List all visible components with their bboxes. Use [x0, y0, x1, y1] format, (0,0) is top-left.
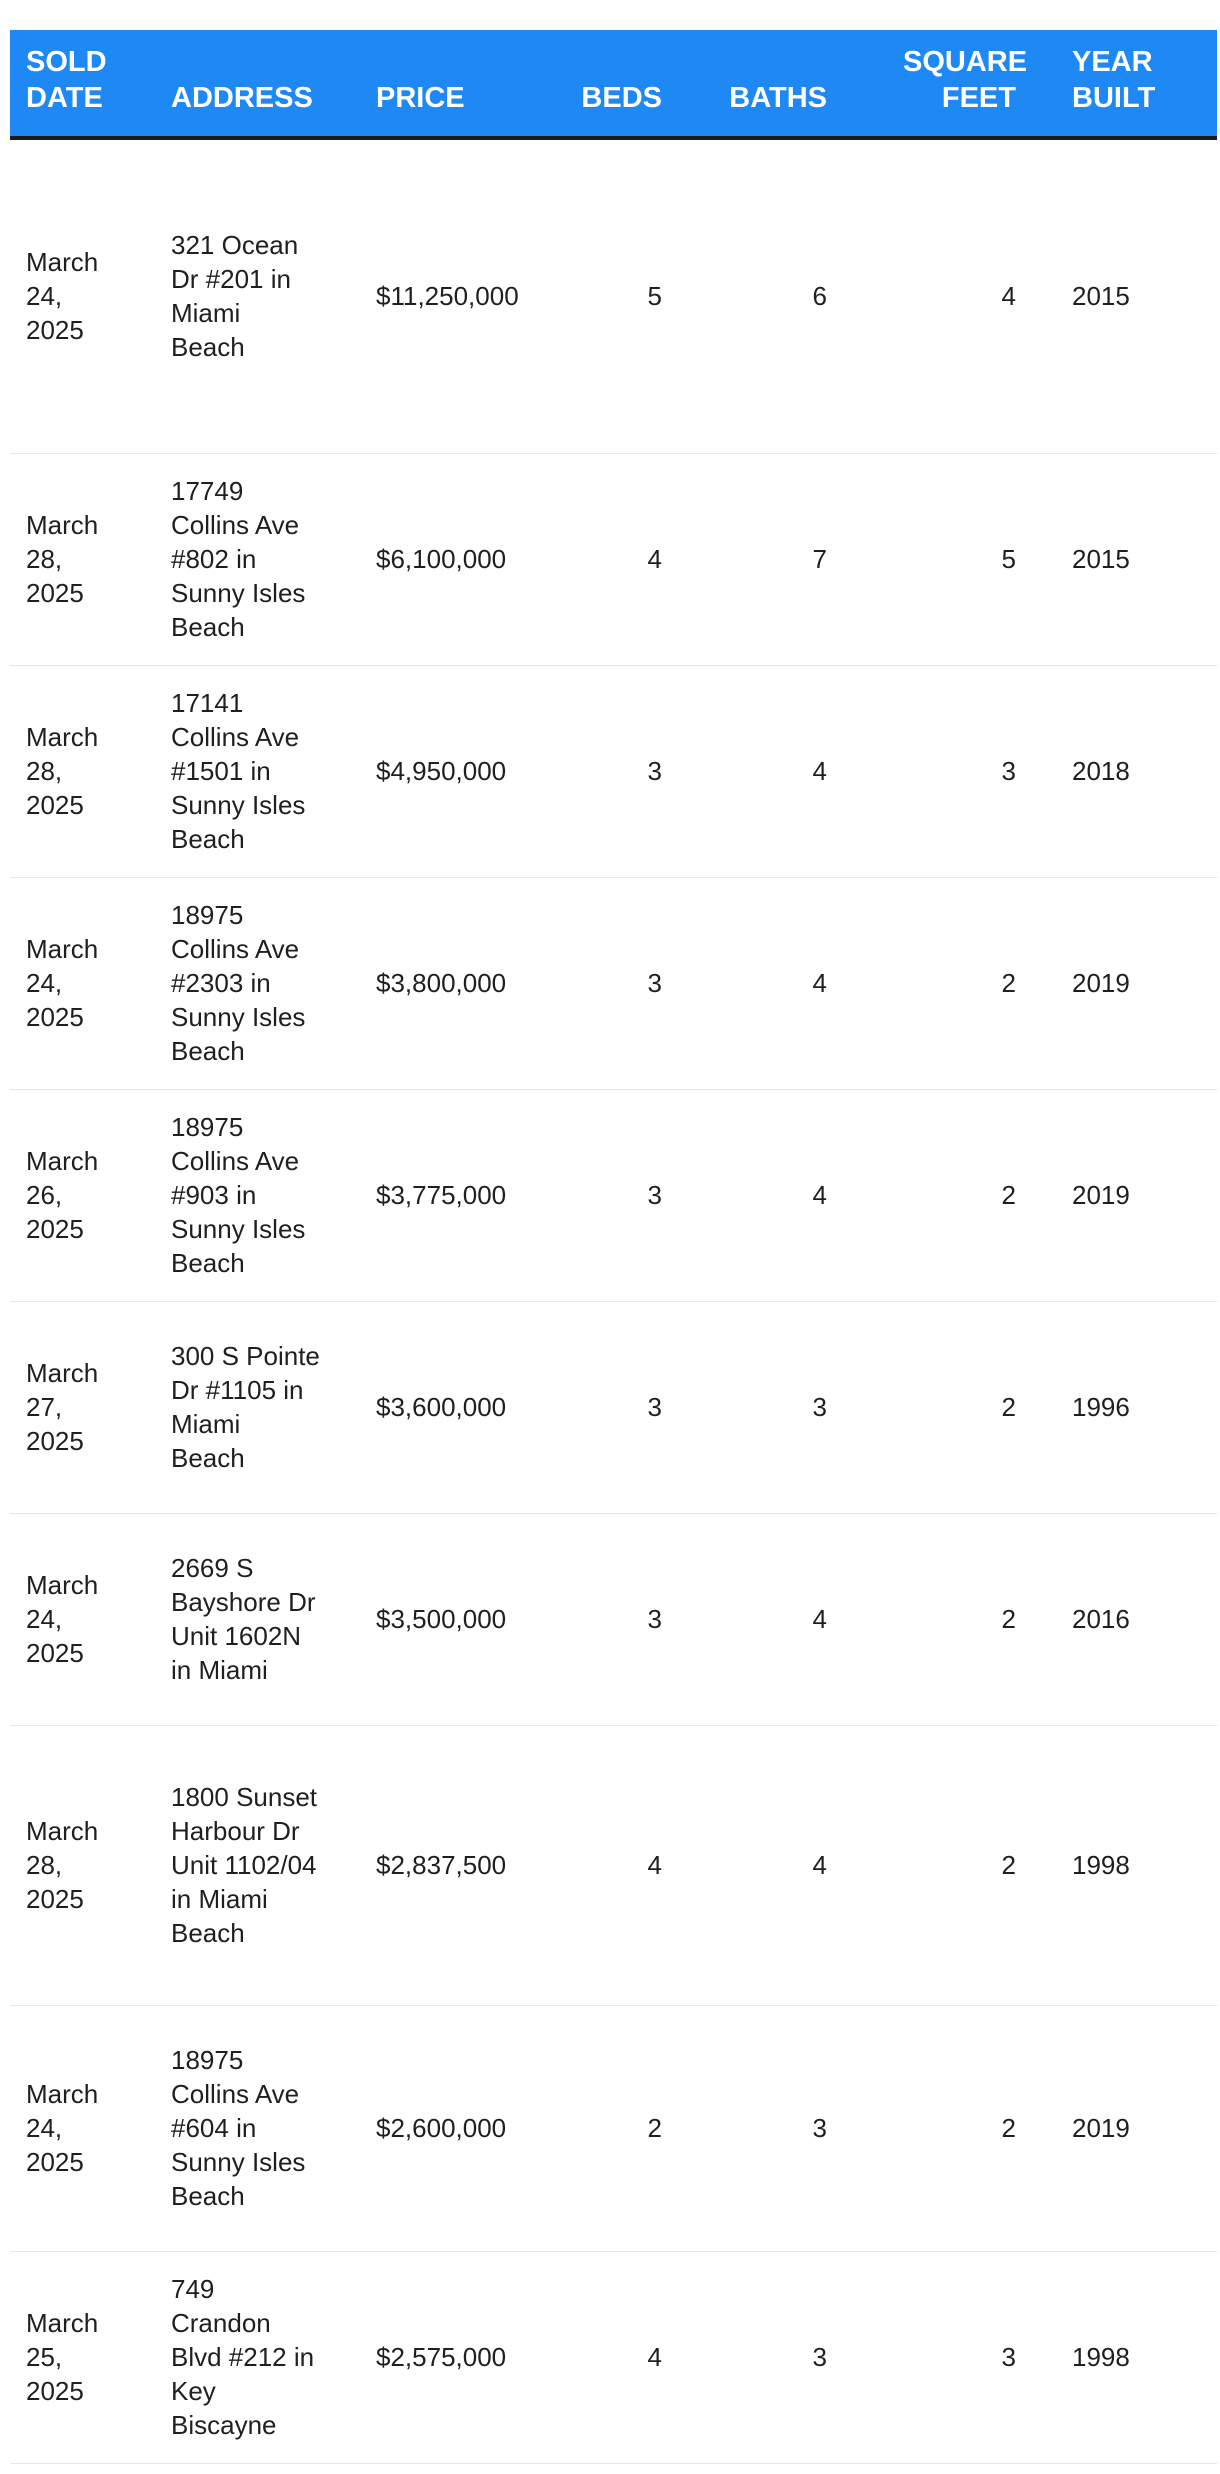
cell-address: [155, 1513, 360, 1725]
cell-baths: 3: [678, 2251, 843, 2463]
cell-beds: 3: [535, 877, 678, 1089]
table-row: [10, 2251, 1217, 2463]
cell-baths: 6: [678, 138, 843, 453]
cell-baths: 3: [678, 2005, 843, 2251]
cell-beds: 4: [535, 1725, 678, 2005]
cell-baths: 4: [678, 1089, 843, 1301]
cell-address: [155, 1725, 360, 2005]
cell-baths: 3: [678, 1301, 843, 1513]
cell-beds: 4: [535, 453, 678, 665]
cell-beds: 5: [535, 138, 678, 453]
sold-date-text: March 24, 2025: [26, 934, 99, 1032]
address-text: 17141 Collins Ave #1501 in Sunny Isles Beach: [171, 688, 306, 854]
cell-sold-date: [10, 1089, 155, 1301]
cell-year-built: 2015: [1032, 453, 1217, 665]
address-text: 321 Ocean Dr #201 in Miami Beach: [171, 230, 299, 363]
cell-beds: 3: [535, 1513, 678, 1725]
sold-date-text: March 25, 2025: [26, 2308, 99, 2406]
cell-address: [155, 665, 360, 877]
cell-beds: 3: [535, 1301, 678, 1513]
cell-beds: 3: [535, 1089, 678, 1301]
cell-price: $2,575,000: [360, 2251, 535, 2463]
cell-square-feet: 2: [843, 1513, 1032, 1725]
sold-date-text: March 28, 2025: [26, 510, 99, 608]
table-row: [10, 138, 1217, 453]
table-row: [10, 877, 1217, 1089]
cell-address: [155, 138, 360, 453]
cell-price: $4,950,000: [360, 665, 535, 877]
address-text: 18975 Collins Ave #604 in Sunny Isles Beach: [171, 2045, 306, 2211]
sold-date-text: March 27, 2025: [26, 1358, 99, 1456]
cell-price: $11,250,000: [360, 138, 535, 453]
cell-square-feet: 3: [843, 665, 1032, 877]
sold-date-text: March 28, 2025: [26, 722, 99, 820]
table-header: [10, 30, 1217, 138]
address-text: 18975 Collins Ave #903 in Sunny Isles Beach: [171, 1112, 306, 1278]
header-price: PRICE: [360, 30, 535, 138]
cell-beds: 3: [535, 665, 678, 877]
cell-year-built: 2019: [1032, 1089, 1217, 1301]
cell-address: [155, 1089, 360, 1301]
cell-sold-date: [10, 453, 155, 665]
table-row: [10, 665, 1217, 877]
cell-square-feet: 3: [843, 2251, 1032, 2463]
cell-year-built: 2016: [1032, 1513, 1217, 1725]
cell-year-built: 2019: [1032, 877, 1217, 1089]
cell-square-feet: 4: [843, 138, 1032, 453]
sold-listings-table: [10, 30, 1217, 2464]
cell-sold-date: [10, 138, 155, 453]
header-row: [10, 30, 1217, 138]
cell-baths: 4: [678, 1513, 843, 1725]
cell-year-built: 1998: [1032, 2251, 1217, 2463]
cell-square-feet: 5: [843, 453, 1032, 665]
sales-table-container: [10, 30, 1217, 2464]
cell-price: $6,100,000: [360, 453, 535, 665]
address-text: 749 Crandon Blvd #212 in Key Biscayne: [171, 2274, 315, 2440]
cell-price: $2,837,500: [360, 1725, 535, 2005]
cell-baths: 7: [678, 453, 843, 665]
cell-year-built: 2015: [1032, 138, 1217, 453]
address-text: 17749 Collins Ave #802 in Sunny Isles Beach: [171, 476, 306, 642]
header-sold-date: SOLD DATE: [10, 30, 155, 138]
cell-address: [155, 453, 360, 665]
cell-sold-date: [10, 665, 155, 877]
cell-sold-date: [10, 1301, 155, 1513]
address-text: 18975 Collins Ave #2303 in Sunny Isles Beach: [171, 900, 306, 1066]
table-row: [10, 1513, 1217, 1725]
cell-price: $3,500,000: [360, 1513, 535, 1725]
header-year-built: YEAR BUILT: [1032, 30, 1217, 138]
cell-price: $3,775,000: [360, 1089, 535, 1301]
table-row: [10, 453, 1217, 665]
cell-address: [155, 2251, 360, 2463]
sold-date-text: March 24, 2025: [26, 247, 99, 346]
cell-beds: 4: [535, 2251, 678, 2463]
cell-square-feet: 2: [843, 1089, 1032, 1301]
cell-year-built: 2018: [1032, 665, 1217, 877]
cell-square-feet: 2: [843, 877, 1032, 1089]
address-text: 2669 S Bayshore Dr Unit 1602N in Miami: [171, 1553, 316, 1685]
table-row: [10, 1089, 1217, 1301]
header-square-feet: SQUARE FEET: [843, 30, 1032, 138]
table-row: [10, 1725, 1217, 2005]
cell-price: $3,600,000: [360, 1301, 535, 1513]
cell-price: $2,600,000: [360, 2005, 535, 2251]
cell-sold-date: [10, 2251, 155, 2463]
cell-baths: 4: [678, 665, 843, 877]
table-row: [10, 2005, 1217, 2251]
cell-sold-date: [10, 2005, 155, 2251]
header-beds: BEDS: [535, 30, 678, 138]
cell-square-feet: 2: [843, 1725, 1032, 2005]
sold-date-text: March 24, 2025: [26, 2079, 99, 2177]
cell-address: [155, 1301, 360, 1513]
sold-date-text: March 26, 2025: [26, 1146, 99, 1244]
cell-address: [155, 2005, 360, 2251]
address-text: 1800 Sunset Harbour Dr Unit 1102/04 in Miami Beach: [171, 1782, 318, 1948]
table-row: [10, 1301, 1217, 1513]
cell-beds: 2: [535, 2005, 678, 2251]
header-address: ADDRESS: [155, 30, 360, 138]
cell-year-built: 1996: [1032, 1301, 1217, 1513]
cell-price: $3,800,000: [360, 877, 535, 1089]
cell-baths: 4: [678, 877, 843, 1089]
cell-sold-date: [10, 1725, 155, 2005]
sold-date-text: March 24, 2025: [26, 1570, 99, 1668]
header-baths: BATHS: [678, 30, 843, 138]
cell-sold-date: [10, 877, 155, 1089]
cell-year-built: 1998: [1032, 1725, 1217, 2005]
cell-year-built: 2019: [1032, 2005, 1217, 2251]
cell-baths: 4: [678, 1725, 843, 2005]
cell-sold-date: [10, 1513, 155, 1725]
cell-square-feet: 2: [843, 2005, 1032, 2251]
table-body: [10, 138, 1217, 2463]
cell-address: [155, 877, 360, 1089]
address-text: 300 S Pointe Dr #1105 in Miami Beach: [171, 1341, 320, 1473]
sold-date-text: March 28, 2025: [26, 1816, 99, 1914]
cell-square-feet: 2: [843, 1301, 1032, 1513]
